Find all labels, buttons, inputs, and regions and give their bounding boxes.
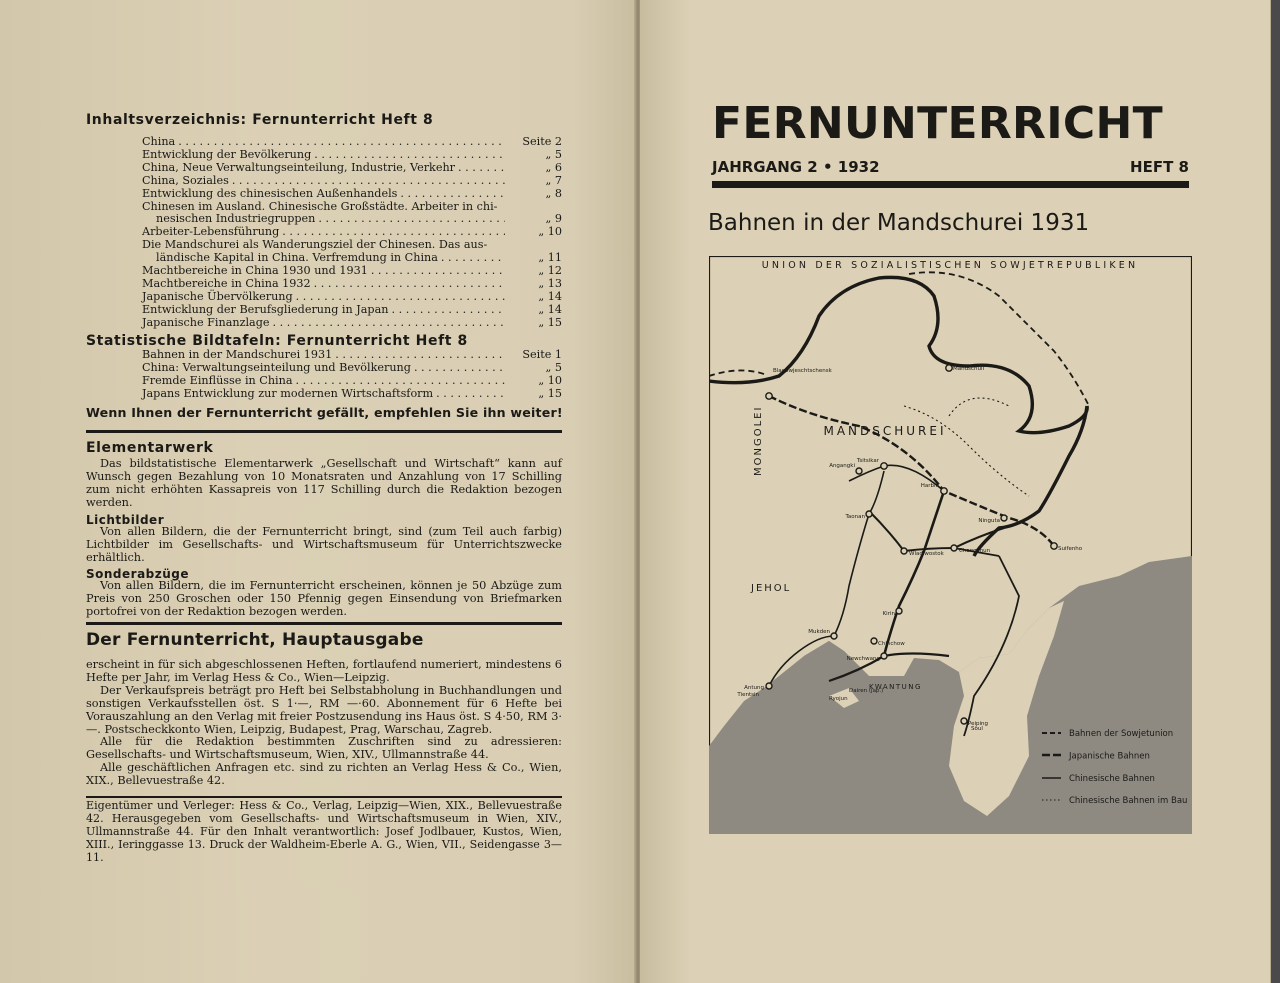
toc-item-page: Seite 1 xyxy=(522,348,562,361)
toc-item-page: „ 9 xyxy=(545,212,562,226)
toc-item xyxy=(142,388,562,401)
city-label: Wladiwostok xyxy=(909,551,944,557)
toc-item xyxy=(142,136,562,149)
city-label: Antung xyxy=(744,685,764,691)
map-label-kwantung: KWANTUNG xyxy=(869,683,922,691)
toc-item-page: Seite 2 xyxy=(522,135,562,148)
toc-item-page: „ 6 xyxy=(545,160,562,174)
toc-item-title: Fremde Einflüsse in China xyxy=(142,373,293,387)
leader-dots xyxy=(414,362,505,375)
volume-label: JAHRGANG 2 • 1932 xyxy=(712,158,880,176)
leader-dots xyxy=(318,213,505,226)
toc-item xyxy=(142,188,562,201)
toc-item-title: China xyxy=(142,135,176,148)
hauptausgabe-text: erscheint in für sich abgeschlossenen Heften, fortlaufend numeriert, mindestens 6 Hefte per Jahr, im Verlag Hess & Co., Wien—Leipzig. Der Verkaufspreis beträgt pro Heft bei Selbstabholung in Buchhandlungen und sonstigen Verkaufsstellen öst. S 1·—, RM —·60. Abonnement für 6 Hefte bei Vorauszahlung an den Verlag mit freier Postzusendung ins Haus öst. S 4·50, RM 3·—. Postscheckkonto Wien, Leipzig, Budapest, Prag, Warschau, Zagreb. Alle für die Redaktion bestimmten Zuschriften sind zu adressieren: Gesellschafts- und Wirtschaftsmuseum, Wien, XIV., Ullmannstraße 44. Alle geschäftlichen Anfragen etc. sind zu richten an Verlag Hess & Co., Wien, XIX., Bellevuestraße 42. xyxy=(86,658,562,788)
toc-item-title: Machtbereiche in China 1932 xyxy=(142,276,311,290)
toc-item-page: „ 12 xyxy=(538,264,562,278)
toc-heading: Inhaltsverzeichnis: Fernunterricht Heft 8 xyxy=(86,112,434,128)
hauptausgabe-heading: Der Fernunterricht, Hauptausgabe xyxy=(86,630,424,650)
leader-dots xyxy=(400,188,505,201)
leader-dots xyxy=(436,388,505,401)
imprint: Eigentümer und Verleger: Hess & Co., Verlag, Leipzig—Wien, XIX., Bellevuestraße 42. Herausgegeben vom Gesellschafts- und Wirtschaftsmuseum in Wien, XIV., Ullmannstraße 44. Für den Inhalt verantwortlich: Josef Jodlbauer, Kustos, Wien, XIII., Ieringgasse 13. Druck der Waldheim-Eberle A. G., Wien, VII., Seidengasse 3—11. xyxy=(86,799,562,864)
leader-dots xyxy=(458,162,505,175)
lichtbilder-text: Von allen Bildern, die der Fernunterricht bringt, sind (zum Teil auch farbig) Lichtbilder im Gesellschafts- und Wirtschaftsmuseum für Unterrichtszwecke erhältlich. xyxy=(86,525,562,564)
toc-item xyxy=(142,317,562,330)
leader-dots xyxy=(391,304,505,317)
elementarwerk-heading: Elementarwerk xyxy=(86,440,214,456)
city-label: Blagowjeschtschensk xyxy=(773,368,832,374)
leader-dots xyxy=(296,291,505,304)
toc-item-title: Machtbereiche in China 1930 und 1931 xyxy=(142,264,368,278)
toc-item-page: „ 14 xyxy=(538,302,562,316)
toc-item-title: Japans Entwicklung zur modernen Wirtschaftsform xyxy=(142,386,434,400)
toc-item-title: ländische Kapital in China. Verfremdung in China xyxy=(156,251,438,265)
toc-item-title: Japanische Übervölkerung xyxy=(142,289,293,303)
toc-item-title: China: Verwaltungseinteilung und Bevölkerung xyxy=(142,360,411,374)
city-label: Tsitsikar xyxy=(856,458,879,464)
toc-item-title: Bahnen in der Mandschurei 1931 xyxy=(142,348,333,361)
issue-row xyxy=(712,158,1189,176)
toc-item-page: „ 15 xyxy=(538,386,562,400)
city-label: Ryojun xyxy=(829,696,848,702)
toc-item xyxy=(142,149,562,162)
lichtbilder-heading: Lichtbilder xyxy=(86,513,165,527)
legend-label: Bahnen der Sowjetunion xyxy=(1069,729,1174,739)
toc-item-title: nesischen Industriegruppen xyxy=(156,212,316,226)
map-label-region: MANDSCHUREI xyxy=(823,424,947,438)
recommend-line: Wenn Ihnen der Fernunterricht gefällt, empfehlen Sie ihn weiter! xyxy=(86,405,563,420)
city-label: Dairen (jap.) xyxy=(849,688,884,694)
toc-item xyxy=(142,304,562,317)
toc-item-title: Entwicklung der Bevölkerung xyxy=(142,147,312,161)
toc-item xyxy=(142,162,562,175)
toc-item-title: Entwicklung des chinesischen Außenhandels xyxy=(142,186,398,200)
city-label: Söul xyxy=(971,726,983,732)
city-label: Newchwang xyxy=(846,656,880,662)
toc-list xyxy=(142,136,562,330)
toc-item xyxy=(142,375,562,388)
divider xyxy=(86,796,562,798)
toc-item-page: „ 5 xyxy=(545,147,562,161)
toc-item-page: „ 10 xyxy=(538,225,562,239)
toc-item-page: „ 10 xyxy=(538,373,562,387)
toc-item xyxy=(142,349,562,362)
leader-dots xyxy=(371,265,505,278)
toc-item-page: „ 15 xyxy=(538,315,562,329)
map-label-ussr: UNION DER SOZIALISTISCHEN SOWJETREPUBLIKEN xyxy=(761,260,1139,271)
toc-item-page: „ 7 xyxy=(545,173,562,187)
toc-item-page: „ 13 xyxy=(538,276,562,290)
toc-item-title: China, Soziales xyxy=(142,173,229,187)
toc-item-page: „ 5 xyxy=(545,360,562,374)
railway-map xyxy=(709,256,1192,834)
map-label-jehol: JEHOL xyxy=(751,583,792,594)
issue-label: HEFT 8 xyxy=(1130,158,1189,176)
toc-item xyxy=(142,175,562,188)
legend-label: Chinesische Bahnen im Bau xyxy=(1069,796,1188,807)
left-page xyxy=(0,0,636,983)
toc-item xyxy=(142,278,562,291)
city-label: Peiping xyxy=(968,721,989,727)
divider xyxy=(86,430,562,433)
leader-dots xyxy=(441,252,505,265)
city-label: Changchun xyxy=(959,548,991,554)
toc-item-page: „ 11 xyxy=(538,251,562,265)
sonder-text: Von allen Bildern, die im Fernunterricht erscheinen, können je 50 Abzüge zum Preis von 250 Groschen oder 150 Pfennig gegen Einsendung von Briefmarken portofrei von der Redaktion bezogen werden. xyxy=(86,579,562,618)
toc-item-title: China, Neue Verwaltungseinteilung, Industrie, Verkehr xyxy=(142,160,455,174)
city-label: Chinchow xyxy=(878,641,905,647)
toc-item-title: Entwicklung der Berufsgliederung in Japan xyxy=(142,302,389,316)
masthead-title: FERNUNTERRICHT xyxy=(712,98,1163,149)
toc-item-page: „ 14 xyxy=(538,289,562,303)
toc-item xyxy=(142,291,562,304)
city-label: Ninguta xyxy=(978,518,1000,524)
leader-dots xyxy=(273,317,505,330)
toc-item-page: „ 8 xyxy=(545,186,562,200)
sonder-heading: Sonderabzüge xyxy=(86,567,190,581)
city-label: Mukden xyxy=(808,629,830,635)
toc-item-title: Chinesen im Ausland. Chinesische Großstädte. Arbeiter in chi- xyxy=(142,199,498,213)
leader-dots xyxy=(314,149,505,162)
divider xyxy=(86,622,562,625)
map-title: Bahnen in der Mandschurei 1931 xyxy=(708,210,1090,236)
leader-dots xyxy=(335,349,505,362)
stat-list xyxy=(142,349,562,401)
toc-item-title: Arbeiter-Lebensführung xyxy=(142,225,280,239)
stat-heading: Statistische Bildtafeln: Fernunterricht Heft 8 xyxy=(86,333,468,349)
city-label: Suifenho xyxy=(1058,546,1083,552)
map-label-mongolei: MONGOLEI xyxy=(753,405,764,476)
leader-dots xyxy=(178,136,505,149)
leader-dots xyxy=(314,278,505,291)
city-label: Angangki xyxy=(829,463,855,469)
city-label: Mandschuli xyxy=(953,366,985,372)
leader-dots xyxy=(232,175,505,188)
leader-dots xyxy=(296,375,505,388)
toc-item xyxy=(142,362,562,375)
toc-item-title: Japanische Finanzlage xyxy=(142,315,270,329)
toc-item-title: Die Mandschurei als Wanderungsziel der Chinesen. Das aus- xyxy=(142,238,488,252)
city-label: Taonan xyxy=(845,514,865,520)
elementarwerk-text: Das bildstatistische Elementarwerk „Gesellschaft und Wirtschaft“ kann auf Wunsch gegen Bezahlung von 10 Monatsraten und Anzahlung von 17 Schilling zum nicht erhöhten Kassapreis von 117 Schilling durch die Redaktion bezogen werden. xyxy=(86,457,562,509)
city-label: Harbin xyxy=(920,483,939,489)
city-label: Tientsin xyxy=(737,692,759,698)
masthead-rule xyxy=(712,181,1189,188)
legend-label: Japanische Bahnen xyxy=(1069,751,1150,762)
legend-label: Chinesische Bahnen xyxy=(1069,773,1155,784)
city-label: Kirin xyxy=(882,611,895,617)
background-edge xyxy=(1271,0,1280,983)
